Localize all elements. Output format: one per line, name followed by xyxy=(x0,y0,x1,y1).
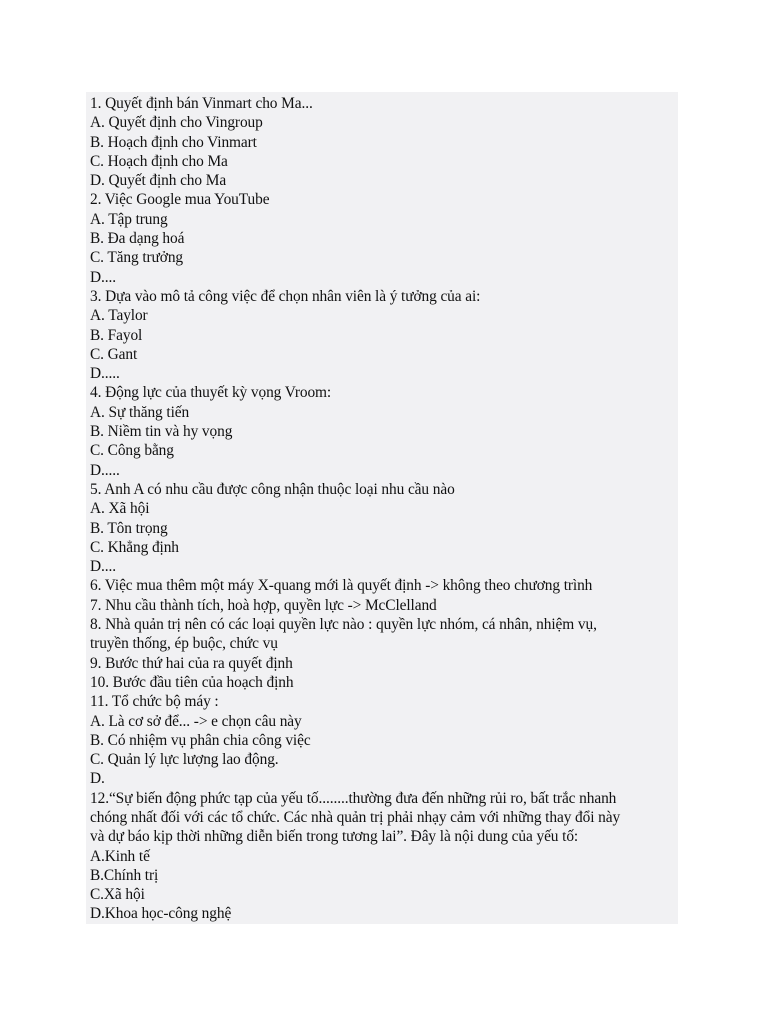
document-line: 1. Quyết định bán Vinmart cho Ma... xyxy=(90,95,313,112)
document-line: C. Tăng trưởng xyxy=(90,249,184,267)
document-line: A. Taylor xyxy=(90,307,148,325)
document-line: D..... xyxy=(90,461,120,479)
document-line: C.Xã hội xyxy=(90,886,145,904)
document-line: D.Khoa học-công nghệ xyxy=(90,905,232,923)
document-line: B. Niềm tin và hy vọng xyxy=(90,423,233,441)
document-text xyxy=(90,94,674,924)
document-line: chóng nhất đối với các tổ chức. Các nhà quản trị phải nhạy cảm với những thay đổi này xyxy=(90,808,621,826)
document-line: 7. Nhu cầu thành tích, hoà hợp, quyền lực -> McClelland xyxy=(90,596,437,614)
document-line: C. Hoạch định cho Ma xyxy=(90,152,228,170)
document-line: B. Có nhiệm vụ phân chia công việc xyxy=(90,731,311,749)
document-line: truyền thống, ép buộc, chức vụ xyxy=(90,635,278,653)
document-line: D. Quyết định cho Ma xyxy=(90,172,227,190)
document-line: và dự báo kịp thời những diễn biến trong tương lai”. Đây là nội dung của yếu tố: xyxy=(90,828,579,846)
document-line: A. Xã hội xyxy=(90,500,150,518)
document-line: 6. Việc mua thêm một máy X-quang mới là quyết định -> không theo chương trình xyxy=(90,577,593,595)
document-line: 11. Tổ chức bộ máy : xyxy=(90,693,219,711)
document-line: D..... xyxy=(90,365,120,383)
document-line: C. Quản lý lực lượng lao động. xyxy=(90,751,279,769)
document-line: C. Gant xyxy=(90,345,138,363)
document-page xyxy=(86,92,678,924)
document-line: A.Kinh tế xyxy=(90,847,150,865)
document-line: 10. Bước đầu tiên của hoạch định xyxy=(90,673,294,691)
document-line: D. xyxy=(90,770,105,788)
document-line: A. Tập trung xyxy=(90,210,168,228)
document-line: 8. Nhà quản trị nên có các loại quyền lực nào : quyền lực nhóm, cá nhân, nhiệm vụ, xyxy=(90,616,597,634)
document-line: A. Là cơ sở để... -> e chọn câu này xyxy=(90,712,302,730)
document-line: A. Quyết định cho Vingroup xyxy=(90,114,263,132)
document-line: 9. Bước thứ hai của ra quyết định xyxy=(90,654,293,672)
document-line: B.Chính trị xyxy=(90,866,159,884)
document-line: B. Hoạch định cho Vinmart xyxy=(90,133,257,151)
document-line: 4. Động lực của thuyết kỳ vọng Vroom: xyxy=(90,384,332,402)
document-line: 12.“Sự biến động phức tạp của yếu tố........thường đưa đến những rủi ro, bất trắc nhanh xyxy=(90,789,617,807)
document-line: 3. Dựa vào mô tả công việc để chọn nhân viên là ý tưởng của ai: xyxy=(90,287,481,305)
document-line: D.... xyxy=(90,558,117,576)
document-line: 2. Việc Google mua YouTube xyxy=(90,191,270,209)
document-line: B. Đa dạng hoá xyxy=(90,230,185,248)
document-line: A. Sự thăng tiến xyxy=(90,403,190,421)
document-line: B. Tôn trọng xyxy=(90,519,168,537)
document-line: 5. Anh A có nhu cầu được công nhận thuộc loại nhu cầu nào xyxy=(90,480,455,498)
document-line: C. Công bằng xyxy=(90,442,174,460)
document-line: B. Fayol xyxy=(90,326,143,344)
document-line: C. Khẳng định xyxy=(90,538,179,556)
document-line: D.... xyxy=(90,268,117,286)
